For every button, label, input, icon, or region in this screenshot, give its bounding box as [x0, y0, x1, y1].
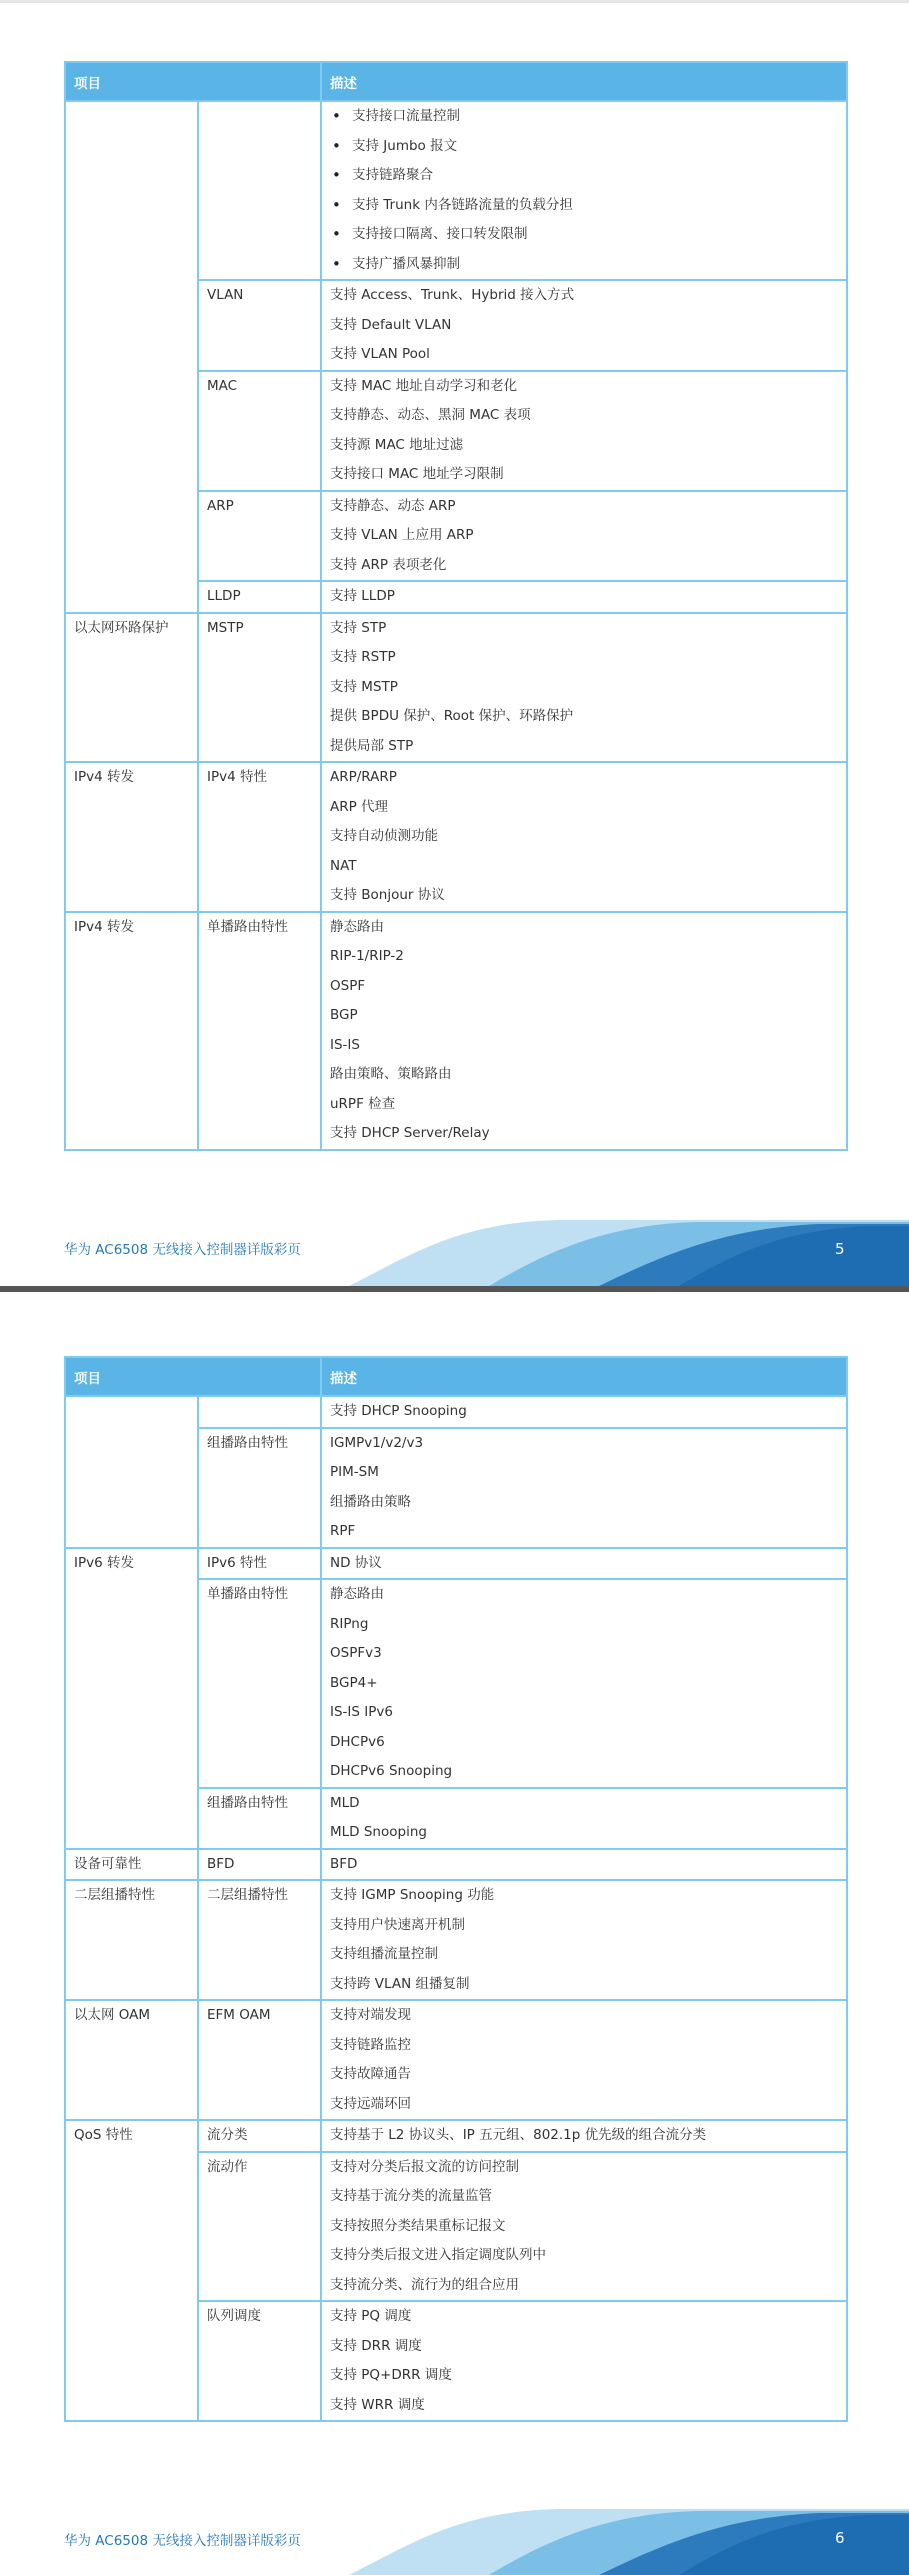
description-line: 支持 PQ 调度: [330, 2308, 412, 2324]
description-line: BGP: [330, 1007, 358, 1023]
description-line: 支持流分类、流行为的组合应用: [330, 2276, 519, 2293]
description-line: ARP 代理: [330, 798, 389, 815]
subcategory-cell: [198, 581, 321, 613]
description-line: MLD Snooping: [330, 1824, 427, 1840]
description-line: IGMPv1/v2/v3: [330, 1434, 424, 1451]
table-row: [65, 762, 847, 912]
header-item: 项目: [65, 1357, 321, 1396]
description-line: 支持 Bonjour 协议: [330, 887, 445, 903]
bullet-item: • 支持 Jumbo 报文: [330, 132, 838, 162]
subcategory-cell: [198, 2152, 321, 2302]
description-cell: [321, 1428, 847, 1548]
description-cell: [321, 491, 847, 582]
description-line: uRPF 检查: [330, 1095, 396, 1112]
description-line: OSPFv3: [330, 1645, 382, 1661]
description-cell: [321, 1396, 847, 1428]
category-cell: [65, 762, 198, 912]
category-cell: [65, 2120, 198, 2421]
description-cell: [321, 280, 847, 371]
category-cell: [65, 101, 198, 613]
subcategory-label: 组播路由特性: [207, 1434, 288, 1451]
subcategory-cell: [198, 1849, 321, 1881]
description-line: RIPng: [330, 1615, 369, 1632]
spec-table: [64, 1356, 848, 2422]
document-page: [0, 3, 909, 1289]
description-line: 支持 ARP 表项老化: [330, 556, 447, 573]
description-line: BGP4+: [330, 1674, 378, 1691]
page-number: 5: [835, 1240, 845, 1258]
subcategory-cell: [198, 2000, 321, 2120]
subcategory-cell: [198, 912, 321, 1150]
description-line: DHCPv6: [330, 1733, 385, 1750]
description-line: 支持链路监控: [330, 2036, 411, 2053]
description-cell: [321, 1548, 847, 1580]
description-line: BFD: [330, 1855, 358, 1872]
table-row: [65, 2000, 847, 2120]
description-line: 支持 Access、Trunk、Hybrid 接入方式: [330, 287, 575, 303]
table-row: [65, 1880, 847, 2000]
description-line: 支持源 MAC 地址过滤: [330, 436, 464, 453]
bullet-item: • 支持接口流量控制: [330, 102, 838, 132]
category-label: IPv4 转发: [74, 918, 134, 935]
page-footer: [0, 1216, 909, 1286]
description-cell: [321, 1788, 847, 1849]
description-line: 支持对端发现: [330, 2007, 411, 2023]
description-line: 静态路由: [330, 1586, 384, 1602]
category-label: 以太网 OAM: [74, 2007, 151, 2023]
description-cell: [321, 1849, 847, 1881]
table-row: [65, 1849, 847, 1881]
description-line: 提供局部 STP: [330, 737, 414, 754]
description-line: 支持 DRR 调度: [330, 2337, 422, 2354]
description-line: RPF: [330, 1523, 356, 1539]
subcategory-cell: [198, 2120, 321, 2152]
description-line: DHCPv6 Snooping: [330, 1763, 453, 1779]
description-cell: [321, 2301, 847, 2421]
description-cell: [321, 101, 847, 280]
category-cell: [65, 1396, 198, 1548]
subcategory-label: IPv6 特性: [207, 1554, 267, 1571]
spec-table: [64, 61, 848, 1151]
description-line: 支持接口 MAC 地址学习限制: [330, 466, 504, 482]
footer-wave-graphic: [349, 1216, 909, 1286]
subcategory-label: EFM OAM: [207, 2007, 271, 2023]
table-header-row: [65, 1357, 847, 1396]
description-line: 支持按照分类结果重标记报文: [330, 2217, 506, 2234]
description-cell: [321, 1579, 847, 1788]
description-line: ND 协议: [330, 1554, 382, 1571]
description-line: 支持 MSTP: [330, 678, 398, 695]
subcategory-label: BFD: [207, 1855, 235, 1872]
subcategory-cell: [198, 2301, 321, 2421]
subcategory-cell: [198, 613, 321, 763]
description-line: ARP/RARP: [330, 769, 397, 785]
subcategory-cell: [198, 1548, 321, 1580]
category-label: 二层组播特性: [74, 1887, 155, 1903]
table-header-row: [65, 62, 847, 101]
subcategory-label: MAC: [207, 377, 238, 394]
description-line: 支持基于 L2 协议头、IP 五元组、802.1p 优先级的组合流分类: [330, 2127, 707, 2143]
bullet-item: • 支持接口隔离、接口转发限制: [330, 220, 838, 250]
description-line: IS-IS IPv6: [330, 1704, 393, 1720]
bullet-item: • 支持链路聚合: [330, 161, 838, 191]
description-line: 支持故障通告: [330, 2066, 411, 2082]
category-label: 设备可靠性: [74, 1855, 142, 1872]
subcategory-cell: [198, 1428, 321, 1548]
category-cell: [65, 1849, 198, 1881]
description-line: 支持对分类后报文流的访问控制: [330, 2158, 519, 2175]
description-line: 支持 LLDP: [330, 588, 395, 604]
description-line: 支持基于流分类的流量监管: [330, 2188, 492, 2204]
description-line: 支持 DHCP Snooping: [330, 1403, 467, 1419]
subcategory-cell: [198, 1579, 321, 1788]
description-line: 支持 Default VLAN: [330, 316, 452, 333]
category-label: QoS 特性: [74, 2127, 133, 2143]
description-line: 支持用户快速离开机制: [330, 1916, 465, 1933]
subcategory-label: VLAN: [207, 287, 244, 303]
description-line: 提供 BPDU 保护、Root 保护、环路保护: [330, 708, 574, 724]
description-cell: [321, 581, 847, 613]
footer-title: 华为 AC6508 无线接入控制器详版彩页: [64, 1242, 301, 1258]
description-line: 支持静态、动态、黑洞 MAC 表项: [330, 407, 531, 423]
header-item: 项目: [65, 62, 321, 101]
description-line: 支持 DHCP Server/Relay: [330, 1125, 490, 1141]
footer-wave-graphic: [349, 2505, 909, 2575]
subcategory-cell: [198, 1788, 321, 1849]
description-line: MLD: [330, 1794, 360, 1811]
description-line: 支持 WRR 调度: [330, 2396, 425, 2413]
description-line: 路由策略、策略路由: [330, 1066, 452, 1082]
description-cell: [321, 613, 847, 763]
subcategory-cell: [198, 280, 321, 371]
description-line: 支持跨 VLAN 组播复制: [330, 1975, 470, 1992]
description-line: 支持组播流量控制: [330, 1946, 438, 1962]
subcategory-cell: [198, 1880, 321, 2000]
subcategory-label: IPv4 特性: [207, 769, 267, 785]
description-line: 支持 MAC 地址自动学习和老化: [330, 377, 518, 394]
subcategory-cell: [198, 762, 321, 912]
description-line: 支持 VLAN Pool: [330, 346, 430, 362]
table-row: [65, 101, 847, 280]
description-line: 组播路由策略: [330, 1493, 411, 1510]
table-row: [65, 2120, 847, 2152]
description-cell: [321, 762, 847, 912]
description-line: PIM-SM: [330, 1464, 379, 1480]
category-label: IPv4 转发: [74, 769, 134, 785]
page-footer: [0, 2505, 909, 2575]
subcategory-cell: [198, 101, 321, 280]
description-cell: [321, 912, 847, 1150]
header-description: 描述: [321, 1357, 847, 1396]
description-line: 支持 PQ+DRR 调度: [330, 2367, 452, 2383]
description-cell: [321, 1880, 847, 2000]
description-line: 支持 VLAN 上应用 ARP: [330, 527, 474, 543]
subcategory-label: 流动作: [207, 2158, 248, 2175]
description-line: 支持远端环回: [330, 2095, 411, 2112]
description-line: 支持静态、动态 ARP: [330, 497, 456, 514]
footer-title: 华为 AC6508 无线接入控制器详版彩页: [64, 2533, 301, 2549]
description-line: 静态路由: [330, 918, 384, 935]
subcategory-cell: [198, 1396, 321, 1428]
description-cell: [321, 371, 847, 491]
description-line: NAT: [330, 857, 357, 874]
subcategory-label: 队列调度: [207, 2308, 261, 2324]
description-cell: [321, 2120, 847, 2152]
category-cell: [65, 613, 198, 763]
subcategory-label: LLDP: [207, 588, 241, 604]
description-line: 支持 RSTP: [330, 649, 396, 665]
subcategory-label: ARP: [207, 497, 234, 514]
subcategory-label: 单播路由特性: [207, 918, 288, 935]
subcategory-label: 单播路由特性: [207, 1586, 288, 1602]
description-line: RIP-1/RIP-2: [330, 948, 404, 964]
description-line: IS-IS: [330, 1036, 360, 1053]
subcategory-label: 流分类: [207, 2127, 248, 2143]
category-label: 以太网环路保护: [74, 619, 169, 636]
table-row: [65, 1396, 847, 1428]
description-cell: [321, 2000, 847, 2120]
document-page: [0, 1292, 909, 2575]
subcategory-label: 组播路由特性: [207, 1794, 288, 1811]
category-cell: [65, 1880, 198, 2000]
subcategory-label: 二层组播特性: [207, 1887, 288, 1903]
subcategory-cell: [198, 371, 321, 491]
description-cell: [321, 2152, 847, 2302]
description-line: OSPF: [330, 977, 366, 994]
bullet-item: • 支持 Trunk 内各链路流量的负载分担: [330, 191, 838, 221]
table-row: [65, 613, 847, 763]
category-cell: [65, 2000, 198, 2120]
description-line: 支持 STP: [330, 619, 387, 636]
category-label: IPv6 转发: [74, 1554, 134, 1571]
header-description: 描述: [321, 62, 847, 101]
page-number: 6: [835, 2529, 845, 2547]
table-row: [65, 912, 847, 1150]
description-line: 支持 IGMP Snooping 功能: [330, 1887, 495, 1903]
category-cell: [65, 1548, 198, 1849]
description-line: 支持自动侦测功能: [330, 828, 438, 844]
subcategory-cell: [198, 491, 321, 582]
description-line: 支持分类后报文进入指定调度队列中: [330, 2247, 546, 2263]
category-cell: [65, 912, 198, 1150]
table-row: [65, 1548, 847, 1580]
bullet-item: • 支持广播风暴抑制: [330, 250, 838, 280]
subcategory-label: MSTP: [207, 619, 244, 636]
